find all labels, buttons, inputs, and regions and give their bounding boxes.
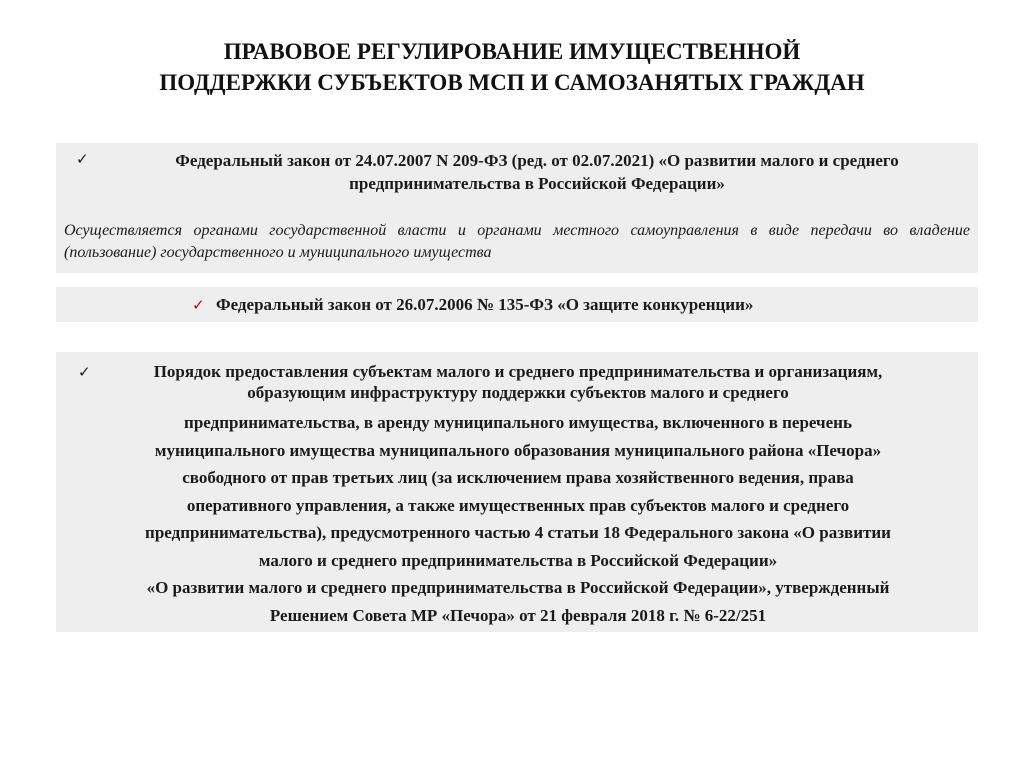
procedure-text [70,361,966,629]
law-title-135-fz: Федеральный закон от 26.07.2006 № 135-ФЗ «О защите конкуренции» [216,295,754,314]
checkmark-icon: ✓ [78,363,91,381]
checkmark-icon: ✓ [76,150,89,168]
procedure-line: оперативного управления, а также имущественных прав субъектов малого и среднего [186,495,850,515]
page-title-line-2: ПОДДЕРЖКИ СУБЪЕКТОВ МСП И САМОЗАНЯТЫХ ГРАЖДАН [159,70,865,95]
procedure-line: «О развитии малого и среднего предпринимательства в Российской Федерации», утвержденный [146,578,890,597]
checkmark-icon: ✓ [192,296,205,314]
law-note-209-fz: Осуществляется органами государственной власти и органами местного самоуправления в виде передачи во владение (пользование) государственного и муниципального имущества [64,222,970,261]
law-title-209-fz: Федеральный закон от 24.07.2007 N 209-ФЗ (ред. от 02.07.2021) «О развитии малого и среднего предпринимательства в Российской Федерации» [175,151,899,193]
procedure-box [56,352,978,632]
law-box-135-fz [56,287,978,322]
procedure-line: образующим инфраструктуру поддержки субъектов малого и среднего [247,383,789,402]
procedure-line: Порядок предоставления субъектам малого и среднего предпринимательства и организациям, [153,362,883,381]
page-title-line-1: ПРАВОВОЕ РЕГУЛИРОВАНИЕ ИМУЩЕСТВЕННОЙ [223,39,801,64]
page-title [0,36,1024,98]
procedure-line: муниципального имущества муниципального образования муниципального района «Печора» [154,440,882,460]
procedure-line: предпринимательства, в аренду муниципального имущества, включенного в перечень [184,413,852,432]
procedure-line: предпринимательства), предусмотренного частью 4 статьи 18 Федерального закона «О развитии [145,523,891,542]
law-box-209-fz [56,143,978,273]
procedure-line: свободного от прав третьих лиц (за исключением права хозяйственного ведения, права [182,468,854,487]
procedure-line: Решением Совета МР «Печора» от 21 февраля 2018 г. № 6-22/251 [269,605,767,625]
procedure-line: малого и среднего предпринимательства в Российской Федерации» [258,550,778,570]
